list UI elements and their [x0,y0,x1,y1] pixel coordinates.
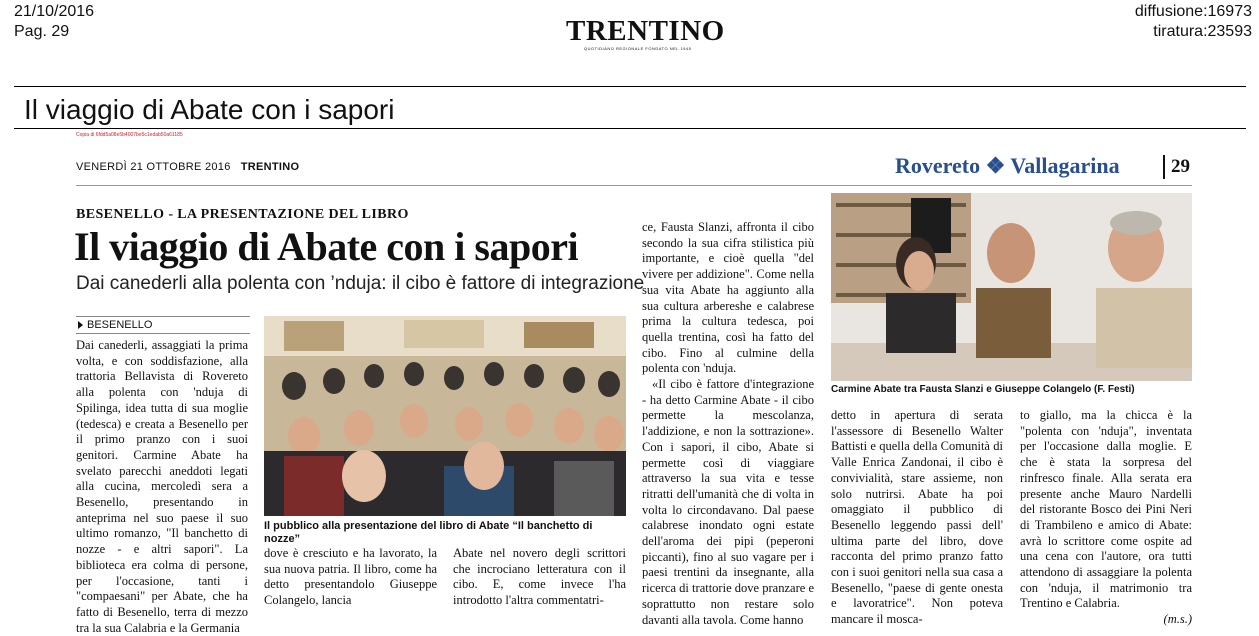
divider-top [14,86,1246,87]
clip-page: Pag. 29 [14,23,70,40]
clip-date: 21/10/2016 [14,3,95,20]
speakers-photo [831,193,1192,381]
newspaper-logo-subtitle: QUOTIDIANO REGIONALE FONDATO NEL 1945 [584,46,692,51]
page-header-rule [76,185,1192,186]
divider-bottom [14,128,1246,129]
dateline-text: BESENELLO [87,319,153,331]
section-name: Rovereto ❖ Vallagarina [895,153,1120,178]
page-date [76,161,299,173]
speakers-photo-image [831,193,1192,381]
article-column-6 [1020,408,1192,627]
article-column-2: dove è cresciuto e ha lavorato, la sua nuova patria. Il libro, come ha detto presentandolo Giuseppe Colangelo, lancia [264,546,437,608]
clip-stats [1135,2,1252,42]
article-column-4 [642,220,814,627]
article-dateline [76,316,250,334]
clip-title: Il viaggio di Abate con i sapori [24,94,395,125]
clip-date-page [14,2,94,42]
page-number: 29 [1171,156,1190,177]
article-subheadline: Dai canederli alla polenta con ’nduja: il cibo è fattore di integrazione [76,273,645,294]
dateline-marker-icon [78,321,83,329]
article-column-4-part-1: ce, Fausta Slanzi, affronta il cibo secondo la sua cifra stilistica più importante, e cioè quella "del vivere per addizione". Come nella sua vita Abate ha aggiunto alla sua cultura arbereshe e calabrese prima la cultura tedesca, poi quella trentina, così ha fatto del cibo. Fino al culmine della polenta con 'nduja. [642,220,814,376]
tiratura: tiratura:23593 [1153,23,1252,40]
article-column-6-text: to giallo, ma la chicca è la "polenta con 'nduja", inventata per l'occasione dalla moglie. E che è stata la sorpresa del rinfresco finale. Alla serata era presente anche Mauro Nardelli del ristorante Bosco dei Pini Neri di Trambileno e amico di Abate: avrà lo scrittore come ospite ad una cena con l'autore, ora tutti attendono di assaggiare la polenta con 'nduja, il matrimonio tra Trentino e Calabria. [1020,408,1192,611]
page-paper-name: TRENTINO [240,161,300,173]
article-column-4-part-2: «Il cibo è fattore d'integrazione - ha detto Carmine Abate - il cibo permette la mescolanza, l'addizione, e non la sottrazione». Con i sapori, il cibo, Abate si permette così di viaggiare attraverso la sua vita e tesse ritratti dell'umanità che di volta in volta lo circondavano. Dal paese calabrese inondato ogni estate dell'aroma dei pipi (peperoni piccanti), fino al suo vagare per i paesi trentini da insegnante, alla ricerca di trattorie dove pranzare e soprattutto non restare solo davanti alla tavola. Come hanno [642,377,814,627]
article-column-1: Dai canederli, assaggiati la prima volta, e con soddisfazione, alla trattoria Bellavista di Rovereto alla polenta con 'nduja di Spilinga, idea tutta di sua moglie (tedesca) e creata a Besenello per il primo pranzo con i suoi genitori. Carmine Abate ha svelato parecchi aneddoti legati alla cucina, mercoledì sera a Besenello, presentando in anteprima nel suo paese il suo ultimo romanzo, "Il banchetto di nozze - e altri sapori". La biblioteca era colma di persone, per l'occasione, tanti i "compaesani" per Abate, che ha fatto di Besenello, terra di mezzo tra la sua Calabria e la Germania [76,338,248,635]
page-date-text: VENERDÌ 21 OTTOBRE 2016 [76,161,231,173]
article-column-5: detto in apertura di serata l'assessore di Besenello Walter Battisti e quella della Comunità di Valle Enrica Zandonai, il cibo è convivialità, stare assieme, non solo nutrirsi. Abate ha poi omaggiato il pubblico di Besenello leggendo passi dell' ultima parte del libro, dove racconta del primo pranzo fatto con i suoi genitori nella sua casa a Besenello, "paese di gente onesta e lavoratrice". Non poteva mancare il mosca- [831,408,1003,627]
newspaper-logo: TRENTINO [566,15,725,47]
diffusione: diffusione:16973 [1134,3,1252,20]
article-headline: Il viaggio di Abate con i sapori [74,224,579,269]
speakers-photo-caption: Carmine Abate tra Fausta Slanzi e Giuseppe Colangelo (F. Festi) [831,384,1135,395]
copy-code: Copia di 6fdd5a08e5b4007be5c1edab50a61185 [76,132,183,138]
article-signature: (m.s.) [1163,612,1192,627]
article-kicker: BESENELLO - LA PRESENTAZIONE DEL LIBRO [76,207,409,222]
audience-photo-image [264,316,626,516]
audience-photo-caption: Il pubblico alla presentazione del libro di Abate “Il banchetto di nozze” [264,520,593,545]
audience-photo [264,316,626,516]
section-separator [1163,155,1165,179]
article-column-3: Abate nel novero degli scrittori che incrociano letteratura con il cibo. E, come invece l'ha introdotto l'altra commentatri- [453,546,626,608]
